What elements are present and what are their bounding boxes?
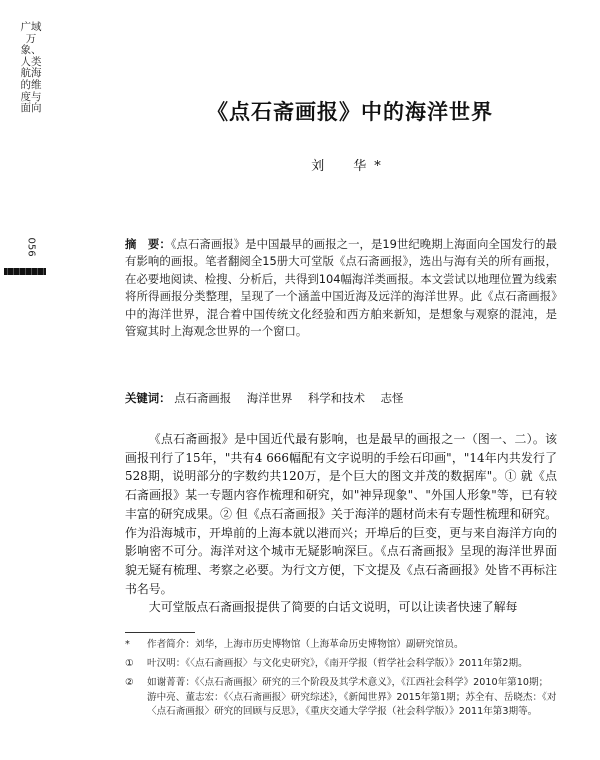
abstract-text: 《点石斋画报》是中国最早的画报之一，是19世纪晚期上海面向全国发行的最有影响的画报。笔者翻阅全15册大可堂版《点石斋画报》，选出与海有关的所有画报，在必要地阅读、检搜、分析后，共得到104幅海洋类画报。本文尝试以地理位置为线索将所得画报分类整理，呈现了一个涵盖中国近海及远洋的海洋世界。此《点石斋画报》中的海洋世界，混合着中国传统文化经验和西方舶来新知，是想象与观察的混沌，是管窥其时上海观念世界的一个窗口。: [125, 237, 557, 339]
article-title: 《点石斋画报》中的海洋世界: [207, 99, 493, 124]
keyword: 志怪: [380, 391, 404, 405]
footnote: [125, 676, 557, 719]
margin-bar-decoration: [4, 268, 46, 275]
keyword: 科学和技术: [308, 391, 365, 405]
abstract-label: 摘 要：: [125, 237, 171, 251]
keywords-label: 关键词：: [125, 391, 171, 405]
keyword: 点石斋画报: [174, 391, 232, 405]
footnote-text: 叶汉明：《〈点石斋画报〉与文化史研究》，《南开学报（哲学社会科学版）》2011年第2期。: [147, 658, 528, 670]
keywords: [125, 390, 557, 407]
footnote-text: 作者简介：刘华，上海市历史博物馆（上海革命历史博物馆）副研究馆员。: [147, 639, 464, 650]
keyword: 海洋世界: [246, 391, 293, 405]
footnote: [125, 657, 557, 671]
footnote-mark: *: [125, 639, 130, 650]
footnote-divider: [125, 632, 195, 633]
page-number: 056: [25, 237, 37, 257]
body-paragraph: 大可堂版点石斋画报提供了简要的白话文说明，可以让读者快速了解每: [148, 600, 518, 615]
abstract: [125, 236, 557, 340]
article-author: 刘 华*: [311, 159, 389, 174]
footnote-mark: ②: [125, 677, 134, 689]
body-text: [125, 430, 557, 617]
body-paragraph: 《点石斋画报》是中国近代最有影响，也是最早的画报之一（图一、二）。该画报刊行了15年，"共有4 666幅配有文字说明的手绘石印画"，"14年内共发行了528期，说明部分的字数约共120万，是个巨大的图文并茂的数据库"。① 就《点石斋画报》某一专题内容作梳理和研究，如"神异现象"、"外国人形象"等，已有较丰富的研究成果。② 但《点石斋画报》关于海洋的题材尚未有专题性梳理和研究。作为沿海城市，开埠前的上海本就以港而兴；开埠后的巨变，更与来自海洋方向的影响密不可分。海洋对这个城市无疑影响深巨。《点石斋画报》呈现的海洋世界面貌无疑有梳理、考察之必要。为行文方便，下文提及《点石斋画报》处皆不再标注书名号。: [125, 432, 557, 596]
running-header-text: 广域万象、人类航海的维度与面向: [20, 21, 42, 115]
footnote-mark: ①: [125, 658, 134, 670]
footnotes: [125, 638, 557, 724]
footnote: [125, 638, 557, 652]
footnote-text: 如谢菁菁：《〈点石斋画报〉研究的三个阶段及其学术意义》，《江西社会科学》2010年第10期；游中亮、董志宏：《〈点石斋画报〉研究综述》，《新闻世界》2015年第1期；苏全有、岳晓杰：《对〈点石斋画报〉研究的回顾与反思》，《重庆交通大学学报（社会科学版）》2011年第3期等。: [147, 677, 557, 717]
running-header: [20, 22, 42, 115]
